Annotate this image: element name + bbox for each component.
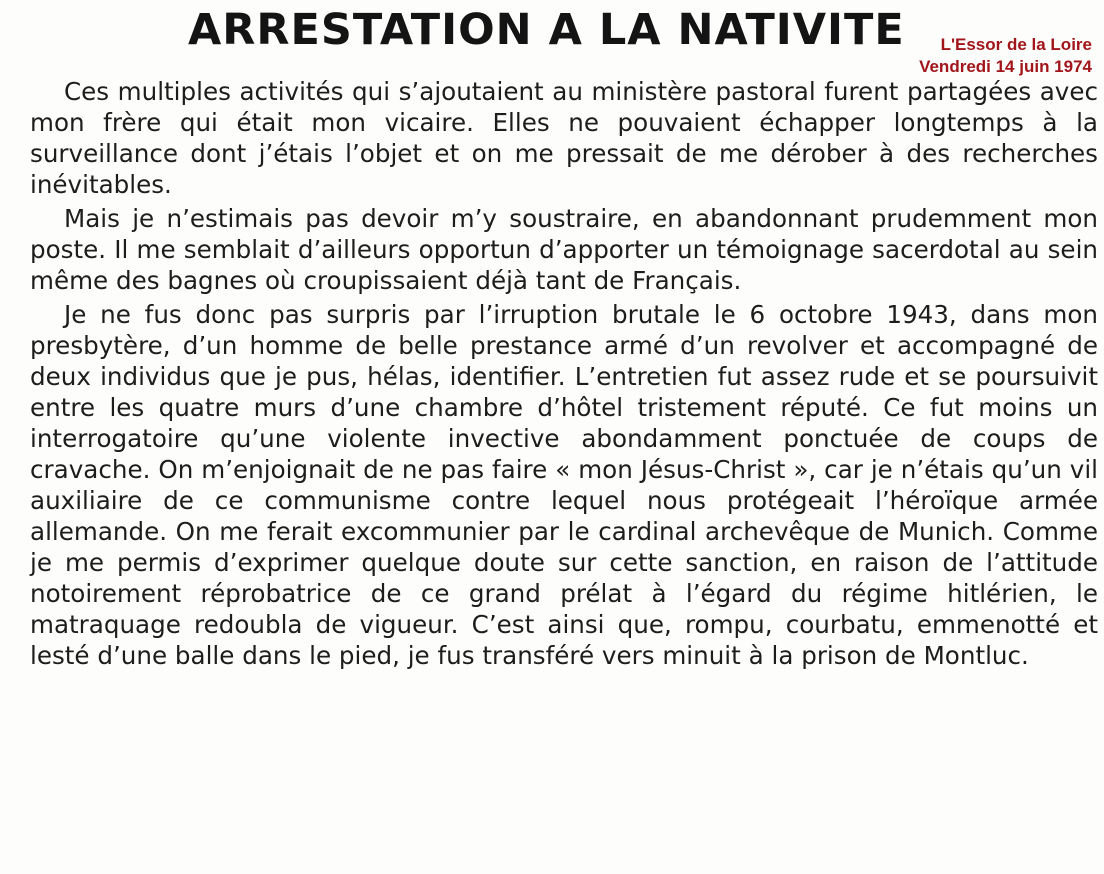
publication-date: Vendredi 14 juin 1974	[919, 57, 1092, 76]
paragraph: Ces multiples activités qui s’ajoutaient au ministère pastoral furent partagées avec mon frère qui était mon vicaire. Elles ne pouvaient échapper longtemps à la surveillance dont j’étais l’objet et on me pressait de me dérober à des recherches inévitables.	[30, 77, 1098, 199]
article-title: ARRESTATION A LA NATIVITE	[188, 5, 905, 55]
paragraph: Je ne fus donc pas surpris par l’irruption brutale le 6 octobre 1943, dans mon presbytère, d’un homme de belle prestance armé d’un revolver et accompagné de deux individus que je pus, hélas, identifier. L’entretien fut assez rude et se poursuivit entre les quatre murs d’une chambre d’hôtel tristement réputé. Ce fut moins un interrogatoire qu’une violente invective abondamment ponctuée de coups de cravache. On m’enjoignait de ne pas faire « mon Jésus-Christ », car je n’étais qu’un vil auxiliaire de ce communisme contre lequel nous protégeait l’héroïque armée allemande. On me ferait excommunier par le cardinal archevêque de Munich. Comme je me permis d’exprimer quelque doute sur cette sanction, en raison de l’attitude notoirement réprobatrice de ce grand prélat à l’égard du régime hitlérien, le matraquage redoubla de vigueur. C’est ainsi que, rompu, courbatu, emmenotté et lesté d’une balle dans le pied, je fus transféré vers minuit à la prison de Montluc.	[30, 300, 1098, 670]
paragraph: Mais je n’estimais pas devoir m’y soustraire, en abandonnant prudemment mon poste. Il me semblait d’ailleurs opportun d’apporter un témoignage sacerdotal au sein même des bagnes où croupissaient déjà tant de Français.	[30, 204, 1098, 295]
article-body	[30, 76, 1098, 674]
source-caption	[919, 34, 1092, 78]
headline-area	[0, 0, 1104, 76]
publication-name: L'Essor de la Loire	[940, 35, 1092, 54]
